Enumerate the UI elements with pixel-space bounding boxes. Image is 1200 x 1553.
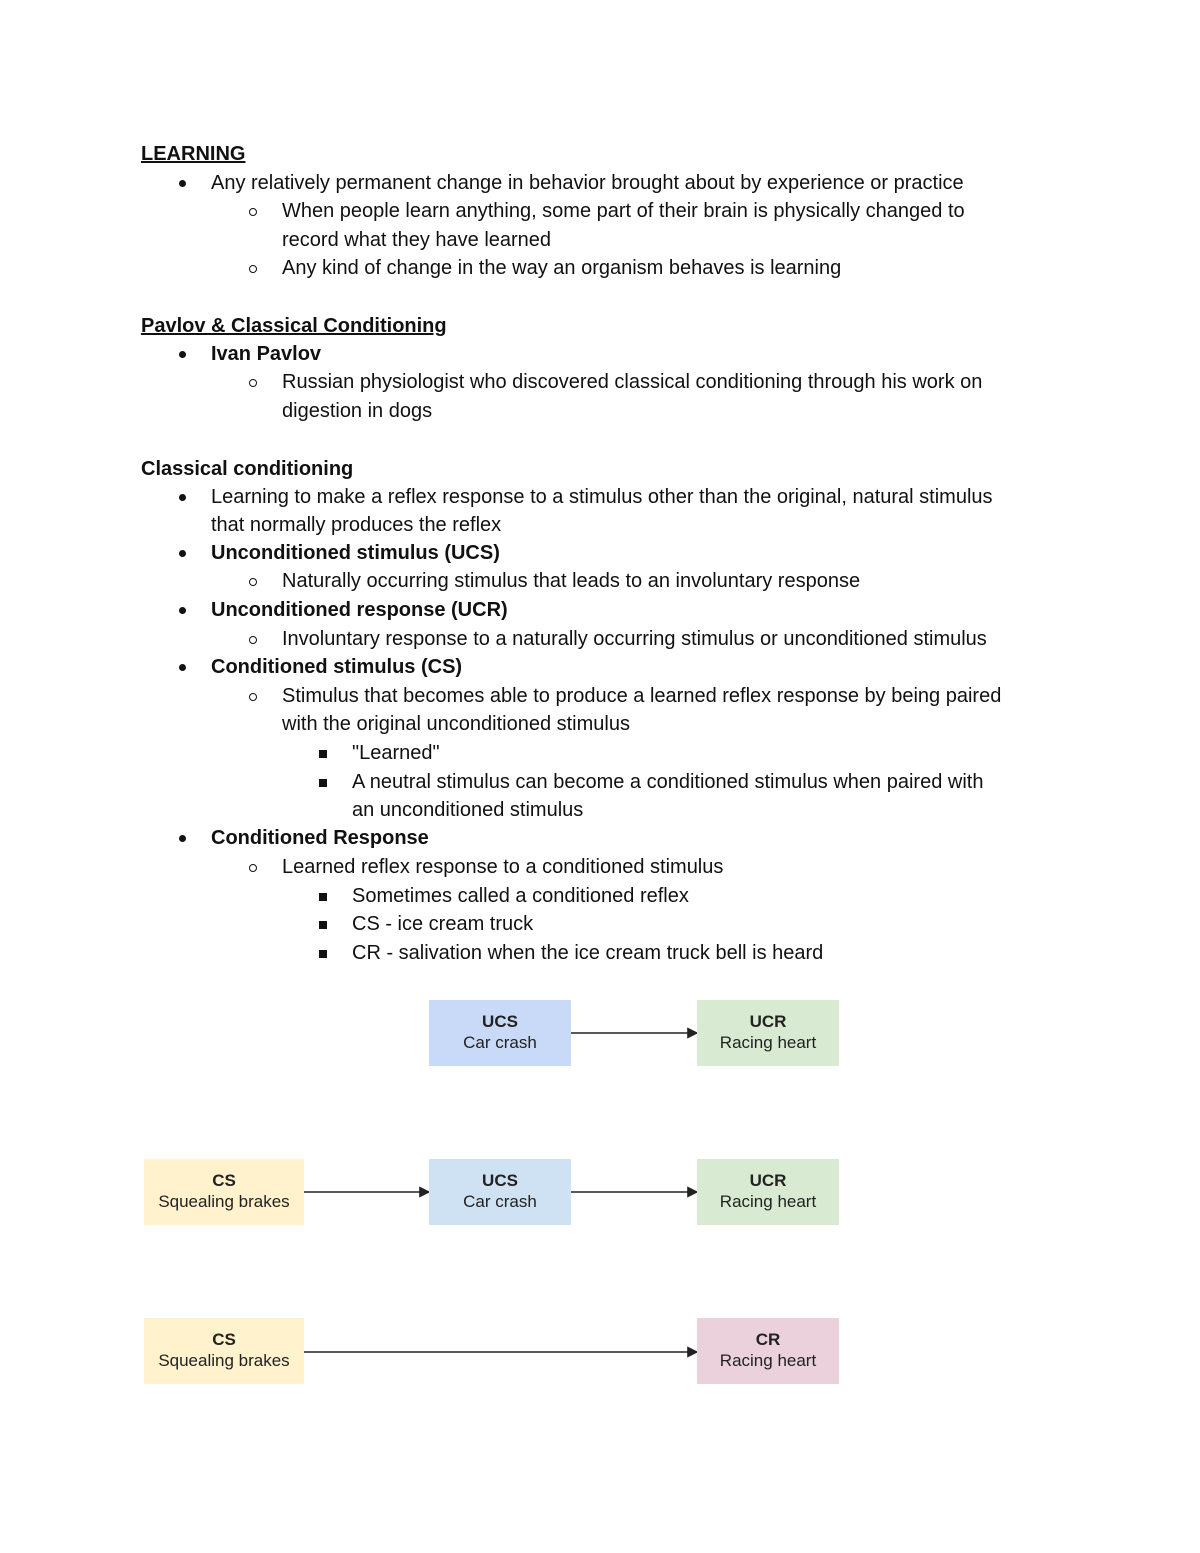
list-item: Conditioned Response [211, 827, 429, 849]
list-item-continuation: digestion in dogs [282, 400, 433, 422]
box-subtitle: Car crash [463, 1033, 537, 1052]
diagram-box-ucr [697, 1000, 839, 1066]
box-title: UCS [482, 1012, 518, 1031]
box-title: CR [755, 1330, 781, 1349]
box-subtitle: Racing heart [719, 1351, 817, 1370]
list-item: Any kind of change in the way an organism behaves is learning [282, 257, 842, 279]
list-item: "Learned" [352, 742, 440, 764]
list-item: Any relatively permanent change in behavior brought about by experience or practice [211, 172, 964, 194]
box-title: UCS [482, 1171, 518, 1190]
list-item: Learned reflex response to a conditioned stimulus [282, 856, 724, 878]
list-item: CS - ice cream truck [352, 913, 534, 935]
box-title: UCR [749, 1171, 787, 1190]
box-title: UCR [749, 1012, 787, 1031]
list-item: Involuntary response to a naturally occurring stimulus or unconditioned stimulus [282, 628, 987, 650]
list-item: Russian physiologist who discovered classical conditioning through his work on [282, 371, 983, 393]
diagram-box-cr [697, 1318, 839, 1384]
list-item-continuation: with the original unconditioned stimulus [282, 713, 630, 735]
box-subtitle: Squealing brakes [158, 1192, 290, 1211]
section-title-learning: LEARNING [141, 143, 246, 165]
list-item-continuation: record what they have learned [282, 229, 552, 251]
diagram-box-cs [144, 1159, 304, 1225]
diagram-box-ucs [429, 1159, 571, 1225]
list-item: Unconditioned stimulus (UCS) [211, 542, 500, 564]
list-item: Stimulus that becomes able to produce a learned reflex response by being paired [282, 685, 1002, 707]
list-item: Sometimes called a conditioned reflex [352, 885, 689, 907]
diagram-box-cs [144, 1318, 304, 1384]
list-item: CR - salivation when the ice cream truck bell is heard [352, 942, 824, 964]
section-title-classical: Classical conditioning [141, 458, 354, 480]
box-title: CS [212, 1171, 236, 1190]
list-item: Learning to make a reflex response to a stimulus other than the original, natural stimulus [211, 486, 993, 508]
section-title-pavlov: Pavlov & Classical Conditioning [141, 315, 447, 337]
box-subtitle: Racing heart [719, 1033, 817, 1052]
diagram-box-ucr [697, 1159, 839, 1225]
box-subtitle: Squealing brakes [158, 1351, 290, 1370]
box-title: CS [212, 1330, 236, 1349]
list-item: Naturally occurring stimulus that leads to an involuntary response [282, 570, 861, 592]
box-subtitle: Racing heart [719, 1192, 817, 1211]
list-item: A neutral stimulus can become a conditioned stimulus when paired with [352, 771, 984, 793]
box-subtitle: Car crash [463, 1192, 537, 1211]
list-item-continuation: an unconditioned stimulus [352, 799, 584, 821]
list-item-continuation: that normally produces the reflex [211, 514, 502, 536]
list-item: Ivan Pavlov [211, 343, 322, 365]
diagram-box-ucs [429, 1000, 571, 1066]
list-item: Unconditioned response (UCR) [211, 599, 508, 621]
list-item: Conditioned stimulus (CS) [211, 656, 463, 678]
list-item: When people learn anything, some part of their brain is physically changed to [282, 200, 965, 222]
